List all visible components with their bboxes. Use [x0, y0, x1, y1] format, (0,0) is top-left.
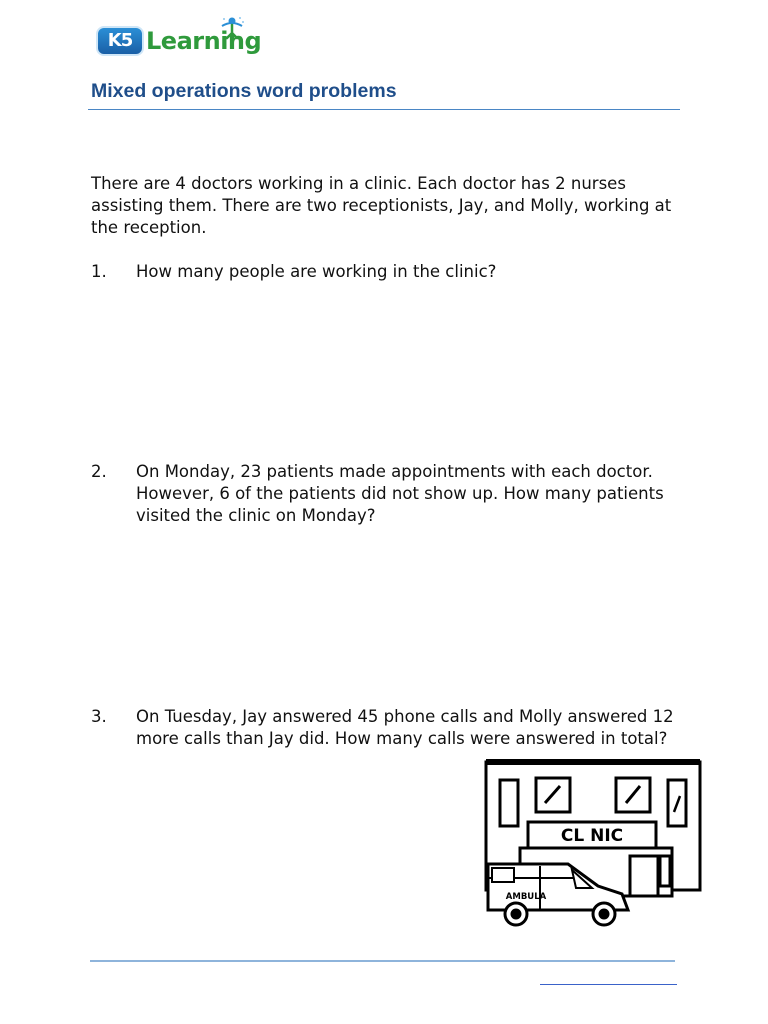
question-2-number: 2.: [91, 462, 107, 481]
van-label: AMBULA: [505, 892, 547, 902]
footer-divider: [90, 960, 675, 962]
worksheet-title: Mixed operations word problems: [91, 80, 397, 102]
clinic-sign-text: CL NIC: [560, 826, 624, 846]
question-3-number: 3.: [91, 707, 107, 726]
intro-paragraph: There are 4 doctors working in a clinic. Each doctor has 2 nurses assisting them. There are two receptionists, Jay, and Molly, working at the reception.: [91, 174, 672, 237]
clinic-illustration: [480, 756, 710, 936]
title-divider: [88, 109, 680, 110]
question-3-text: On Tuesday, Jay answered 45 phone calls and Molly answered 12 more calls than Jay did. How many calls were answered in total?: [136, 707, 674, 748]
logo-figure-icon: [218, 16, 246, 40]
question-1-text: How many people are working in the clinic?: [136, 262, 497, 281]
k5-learning-logo: [92, 16, 262, 60]
clinic-window-left: [500, 780, 518, 826]
question-1-number: 1.: [91, 262, 107, 281]
question-2-text: On Monday, 23 patients made appointments with each doctor. However, 6 of the patients did not show up. How many patients visited the clinic on Monday?: [136, 462, 664, 525]
logo-wordmark: Learning: [146, 27, 262, 55]
logo-badge: K5: [96, 26, 144, 56]
footer-link-underline[interactable]: [540, 984, 677, 985]
